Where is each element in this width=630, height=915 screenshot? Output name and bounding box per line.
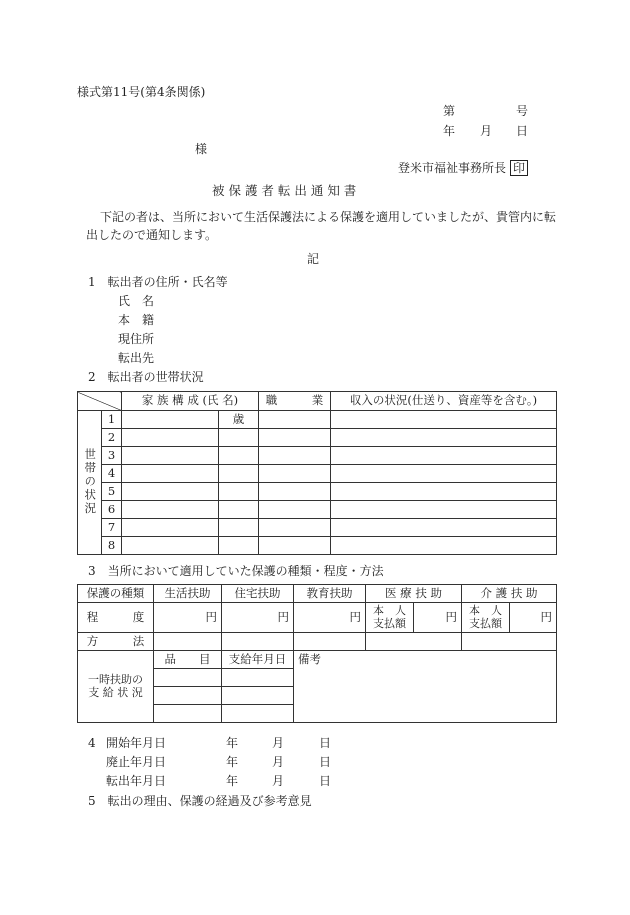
start-day: 日 [319,736,332,750]
yen-care: 円 [510,603,557,633]
sender [398,160,528,176]
row-number: 1 [102,411,122,429]
kind-care: 介 護 扶 助 [462,585,557,603]
row-number: 5 [102,483,122,501]
yen-medical: 円 [414,603,462,633]
transfer-month: 月 [272,774,285,788]
transfer-year: 年 [226,774,239,788]
end-month: 月 [272,755,285,769]
document-title: 被 保 護 者 転 出 通 知 書 [212,183,357,198]
sender-name: 登米市福祉事務所長 [398,161,507,175]
temp-item-header: 品 目 [154,651,222,669]
temp-date-header: 支給年月日 [222,651,294,669]
date-year: 年 [443,124,456,138]
date-month: 月 [480,124,493,138]
row-number: 3 [102,447,122,465]
kind-housing: 住宅扶助 [222,585,294,603]
temp-remarks: 備考 [294,651,557,723]
section3-heading: 3 当所において適用していた保護の種類・程度・方法 [88,564,384,578]
method-label: 方 法 [78,633,154,651]
section5-heading: 5 転出の理由、保護の経過及び参考意見 [88,794,312,808]
start-year: 年 [226,736,239,750]
kind-medical: 医 療 扶 助 [366,585,462,603]
row-number: 6 [102,501,122,519]
age-unit: 歳 [219,411,259,429]
item-destination: 転出先 [118,351,155,365]
row-number: 4 [102,465,122,483]
number-suffix: 号 [516,104,529,118]
row-number: 7 [102,519,122,537]
side-label: 世帯の状況 [78,411,102,555]
corner-cell [78,392,122,411]
item-honseki: 本 籍 [118,313,155,327]
seal-stamp: 印 [510,160,528,176]
kind-living: 生活扶助 [154,585,222,603]
col-job: 職 業 [259,392,331,411]
protection-table [77,584,557,651]
end-year: 年 [226,755,239,769]
end-date-label: 廃止年月日 [106,755,167,769]
kind-education: 教育扶助 [294,585,366,603]
yen-education: 円 [294,603,366,633]
yen-living: 円 [154,603,222,633]
section4-number: 4 [88,736,96,750]
col-family: 家 族 構 成 (氏 名) [122,392,259,411]
date-day: 日 [516,124,529,138]
temp-aid-label: 一時扶助の 支 給 状 況 [78,651,154,723]
care-self-pay-label: 本 人 支払額 [462,603,510,633]
number-prefix: 第 [443,104,456,118]
transfer-date-label: 転出年月日 [106,774,167,788]
row-number: 8 [102,537,122,555]
end-day: 日 [319,755,332,769]
degree-label: 程 度 [78,603,154,633]
medical-self-pay-label: 本 人 支払額 [366,603,414,633]
item-name: 氏 名 [118,294,155,308]
transfer-day: 日 [319,774,332,788]
section2-heading: 2 転出者の世帯状況 [88,370,204,384]
yen-housing: 円 [222,603,294,633]
kind-label: 保護の種類 [78,585,154,603]
ki-label: 記 [307,252,320,266]
start-date-label: 開始年月日 [106,736,167,750]
body-line-2: 出したので通知します。 [86,228,218,242]
item-current-address: 現住所 [118,332,155,346]
temporary-aid-table [77,650,557,723]
section1-heading: 1 転出者の住所・氏名等 [88,275,228,289]
addressee-suffix: 様 [195,142,208,156]
form-number: 様式第11号(第4条関係) [77,85,206,99]
col-income: 収入の状況(仕送り、資産等を含む。) [331,392,557,411]
body-line-1: 下記の者は、当所において生活保護法による保護を適用していましたが、貴管内に転 [100,210,557,224]
row-number: 2 [102,429,122,447]
household-table [77,391,557,555]
start-month: 月 [272,736,285,750]
